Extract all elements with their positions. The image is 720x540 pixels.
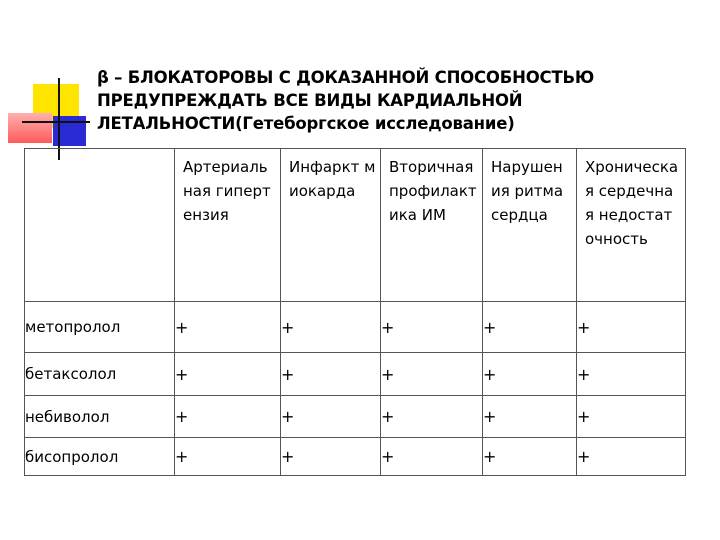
header-cell	[175, 149, 281, 302]
header-cell	[281, 149, 381, 302]
table-row	[25, 438, 686, 476]
indication-mark: +	[281, 396, 381, 438]
drug-name: бисопролол	[25, 438, 175, 476]
header-label: Вторичная профилактика ИМ	[389, 158, 477, 224]
indications-table	[24, 148, 686, 476]
decor-red-square	[8, 113, 52, 143]
decor-horizontal-line	[22, 121, 90, 123]
indication-mark: +	[483, 302, 577, 353]
header-cell	[577, 149, 686, 302]
indication-mark: +	[483, 438, 577, 476]
indication-mark: +	[381, 353, 483, 396]
indication-mark: +	[483, 353, 577, 396]
drug-name: бетаксолол	[25, 353, 175, 396]
indication-mark: +	[577, 438, 686, 476]
header-cell	[381, 149, 483, 302]
corner-cell	[25, 149, 175, 302]
header-cell	[483, 149, 577, 302]
header-row	[25, 149, 686, 302]
header-label: Инфаркт миокарда	[289, 158, 376, 200]
indication-mark: +	[281, 353, 381, 396]
indication-mark: +	[175, 302, 281, 353]
indication-mark: +	[381, 396, 483, 438]
indication-mark: +	[175, 353, 281, 396]
indication-mark: +	[175, 396, 281, 438]
table-row	[25, 353, 686, 396]
header-label: Нарушения ритма сердца	[491, 158, 564, 224]
indication-mark: +	[381, 438, 483, 476]
slide-title: β – БЛОКАТОРОВЫ С ДОКАЗАННОЙ СПОСОБНОСТЬЮ ПРЕДУПРЕЖДАТЬ ВСЕ ВИДЫ КАРДИАЛЬНОЙ ЛЕТАЛЬНОСТИ(Гетеборгское исследование)	[97, 68, 595, 133]
indication-mark: +	[483, 396, 577, 438]
table-row	[25, 396, 686, 438]
drug-name: небиволол	[25, 396, 175, 438]
indication-mark: +	[577, 396, 686, 438]
indication-mark: +	[175, 438, 281, 476]
indication-mark: +	[281, 438, 381, 476]
table-row	[25, 302, 686, 353]
indication-mark: +	[381, 302, 483, 353]
indication-mark: +	[577, 353, 686, 396]
header-label: Хроническая сердечная недостаточность	[585, 158, 679, 248]
indication-mark: +	[281, 302, 381, 353]
header-label: Артериальная гипертензия	[183, 158, 271, 224]
indication-mark: +	[577, 302, 686, 353]
drug-name: метопролол	[25, 302, 175, 353]
